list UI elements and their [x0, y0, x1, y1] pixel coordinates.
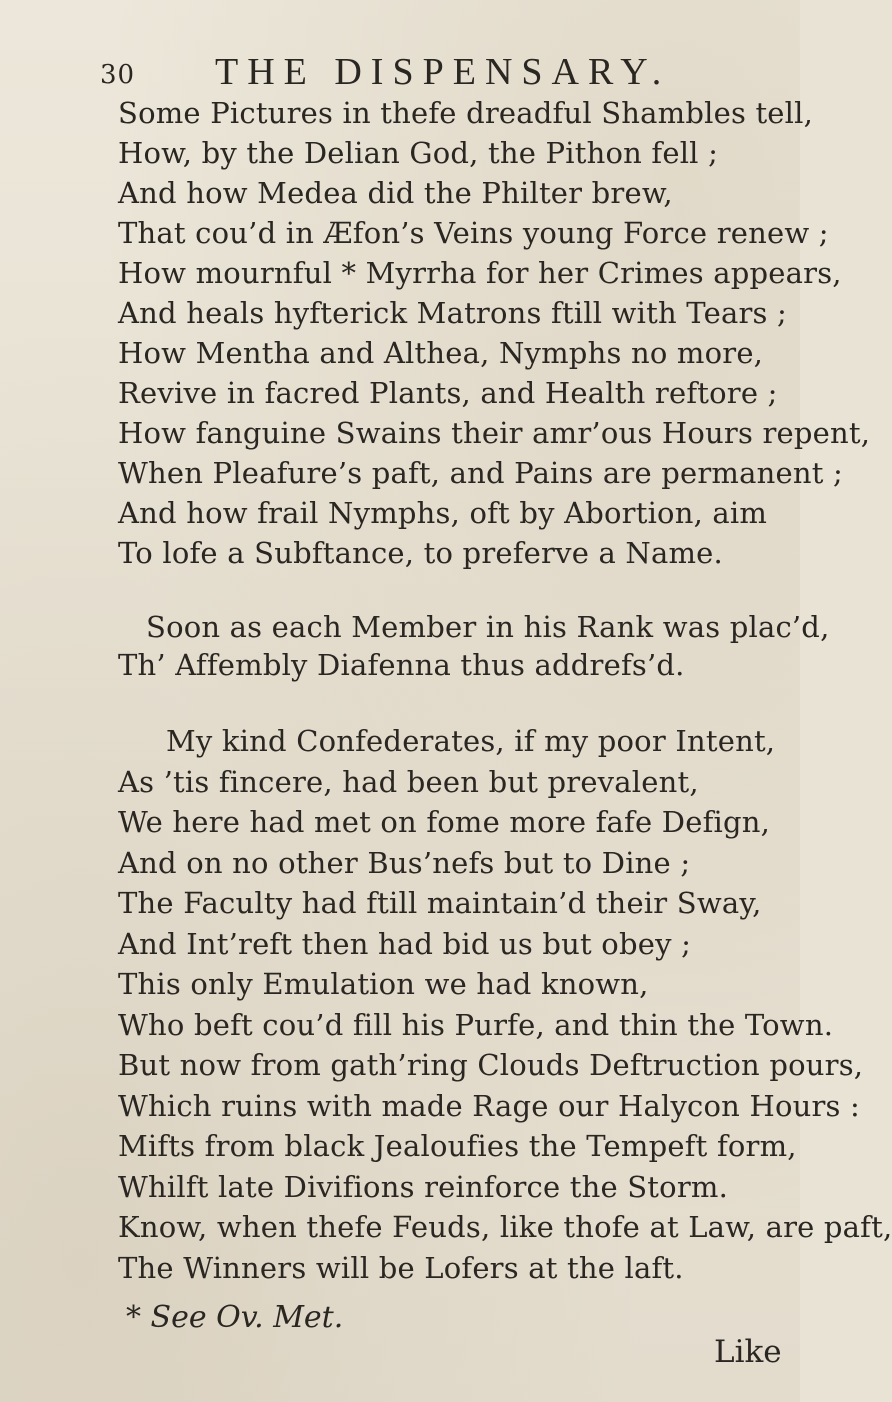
verse-line: How fanguine Swains their amr’ous Hours repent,: [118, 416, 871, 450]
verse-line: The Winners will be Lofers at the laft.: [118, 1250, 684, 1285]
verse-line: How mournful * Myrrha for her Crimes appears,: [118, 256, 842, 290]
verse-line: This only Emulation we had known,: [118, 967, 649, 1001]
verse-line: How Mentha and Althea, Nymphs no more,: [118, 336, 764, 370]
verse-line: Soon as each Member in his Rank was plac’d,: [146, 610, 830, 644]
stanza-1: [118, 96, 871, 576]
verse-line: As ’tis fincere, had been but prevalent,: [118, 764, 699, 799]
stanza-3: [118, 724, 892, 1291]
verse-line: Th’ Affembly Diafenna thus addrefs’d.: [118, 648, 685, 682]
verse-line: But now from gath’ring Clouds Deftruction pours,: [118, 1048, 864, 1082]
verse-line: Some Pictures in thefe dreadful Shambles tell,: [118, 96, 814, 130]
verse-line: Mifts from black Jealoufies the Tempeft form,: [118, 1129, 797, 1163]
verse-line: And how Medea did the Philter brew,: [118, 176, 673, 210]
verse-line: Which ruins with made Rage our Halycon Hours :: [118, 1088, 861, 1123]
page-number: 30: [100, 60, 136, 90]
running-head: THE DISPENSARY.: [215, 51, 671, 93]
page-header: [100, 50, 740, 94]
verse-line: We here had met on fome more fafe Defign,: [118, 805, 771, 839]
verse-line: How, by the Delian God, the Pithon fell ;: [118, 136, 719, 170]
verse-line: And on no other Bus’nefs but to Dine ;: [118, 845, 691, 880]
verse-line: Whilft late Divifions reinforce the Storm.: [118, 1169, 728, 1204]
verse-line: That cou’d in Æfon’s Veins young Force renew ;: [118, 216, 829, 250]
footnote: * See Ov. Met.: [126, 1300, 344, 1335]
verse-line: My kind Confederates, if my poor Intent,: [166, 724, 776, 758]
verse-line: To lofe a Subftance, to preferve a Name.: [118, 536, 723, 570]
verse-line: Revive in facred Plants, and Health reftore ;: [118, 376, 778, 410]
verse-line: When Pleafure’s paft, and Pains are permanent ;: [118, 456, 843, 490]
verse-line: And Int’reft then had bid us but obey ;: [118, 926, 692, 961]
verse-line: And heals hyfterick Matrons ftill with Tears ;: [118, 296, 787, 330]
verse-line: And how frail Nymphs, oft by Abortion, aim: [118, 496, 768, 530]
stanza-2: [118, 610, 830, 686]
verse-line: Who beft cou’d fill his Purfe, and thin the Town.: [118, 1007, 834, 1042]
catchword: Like: [714, 1334, 782, 1370]
verse-line: The Faculty had ftill maintain’d their Sway,: [118, 886, 762, 920]
verse-line: Know, when thefe Feuds, like thofe at Law, are paft,: [118, 1210, 892, 1244]
